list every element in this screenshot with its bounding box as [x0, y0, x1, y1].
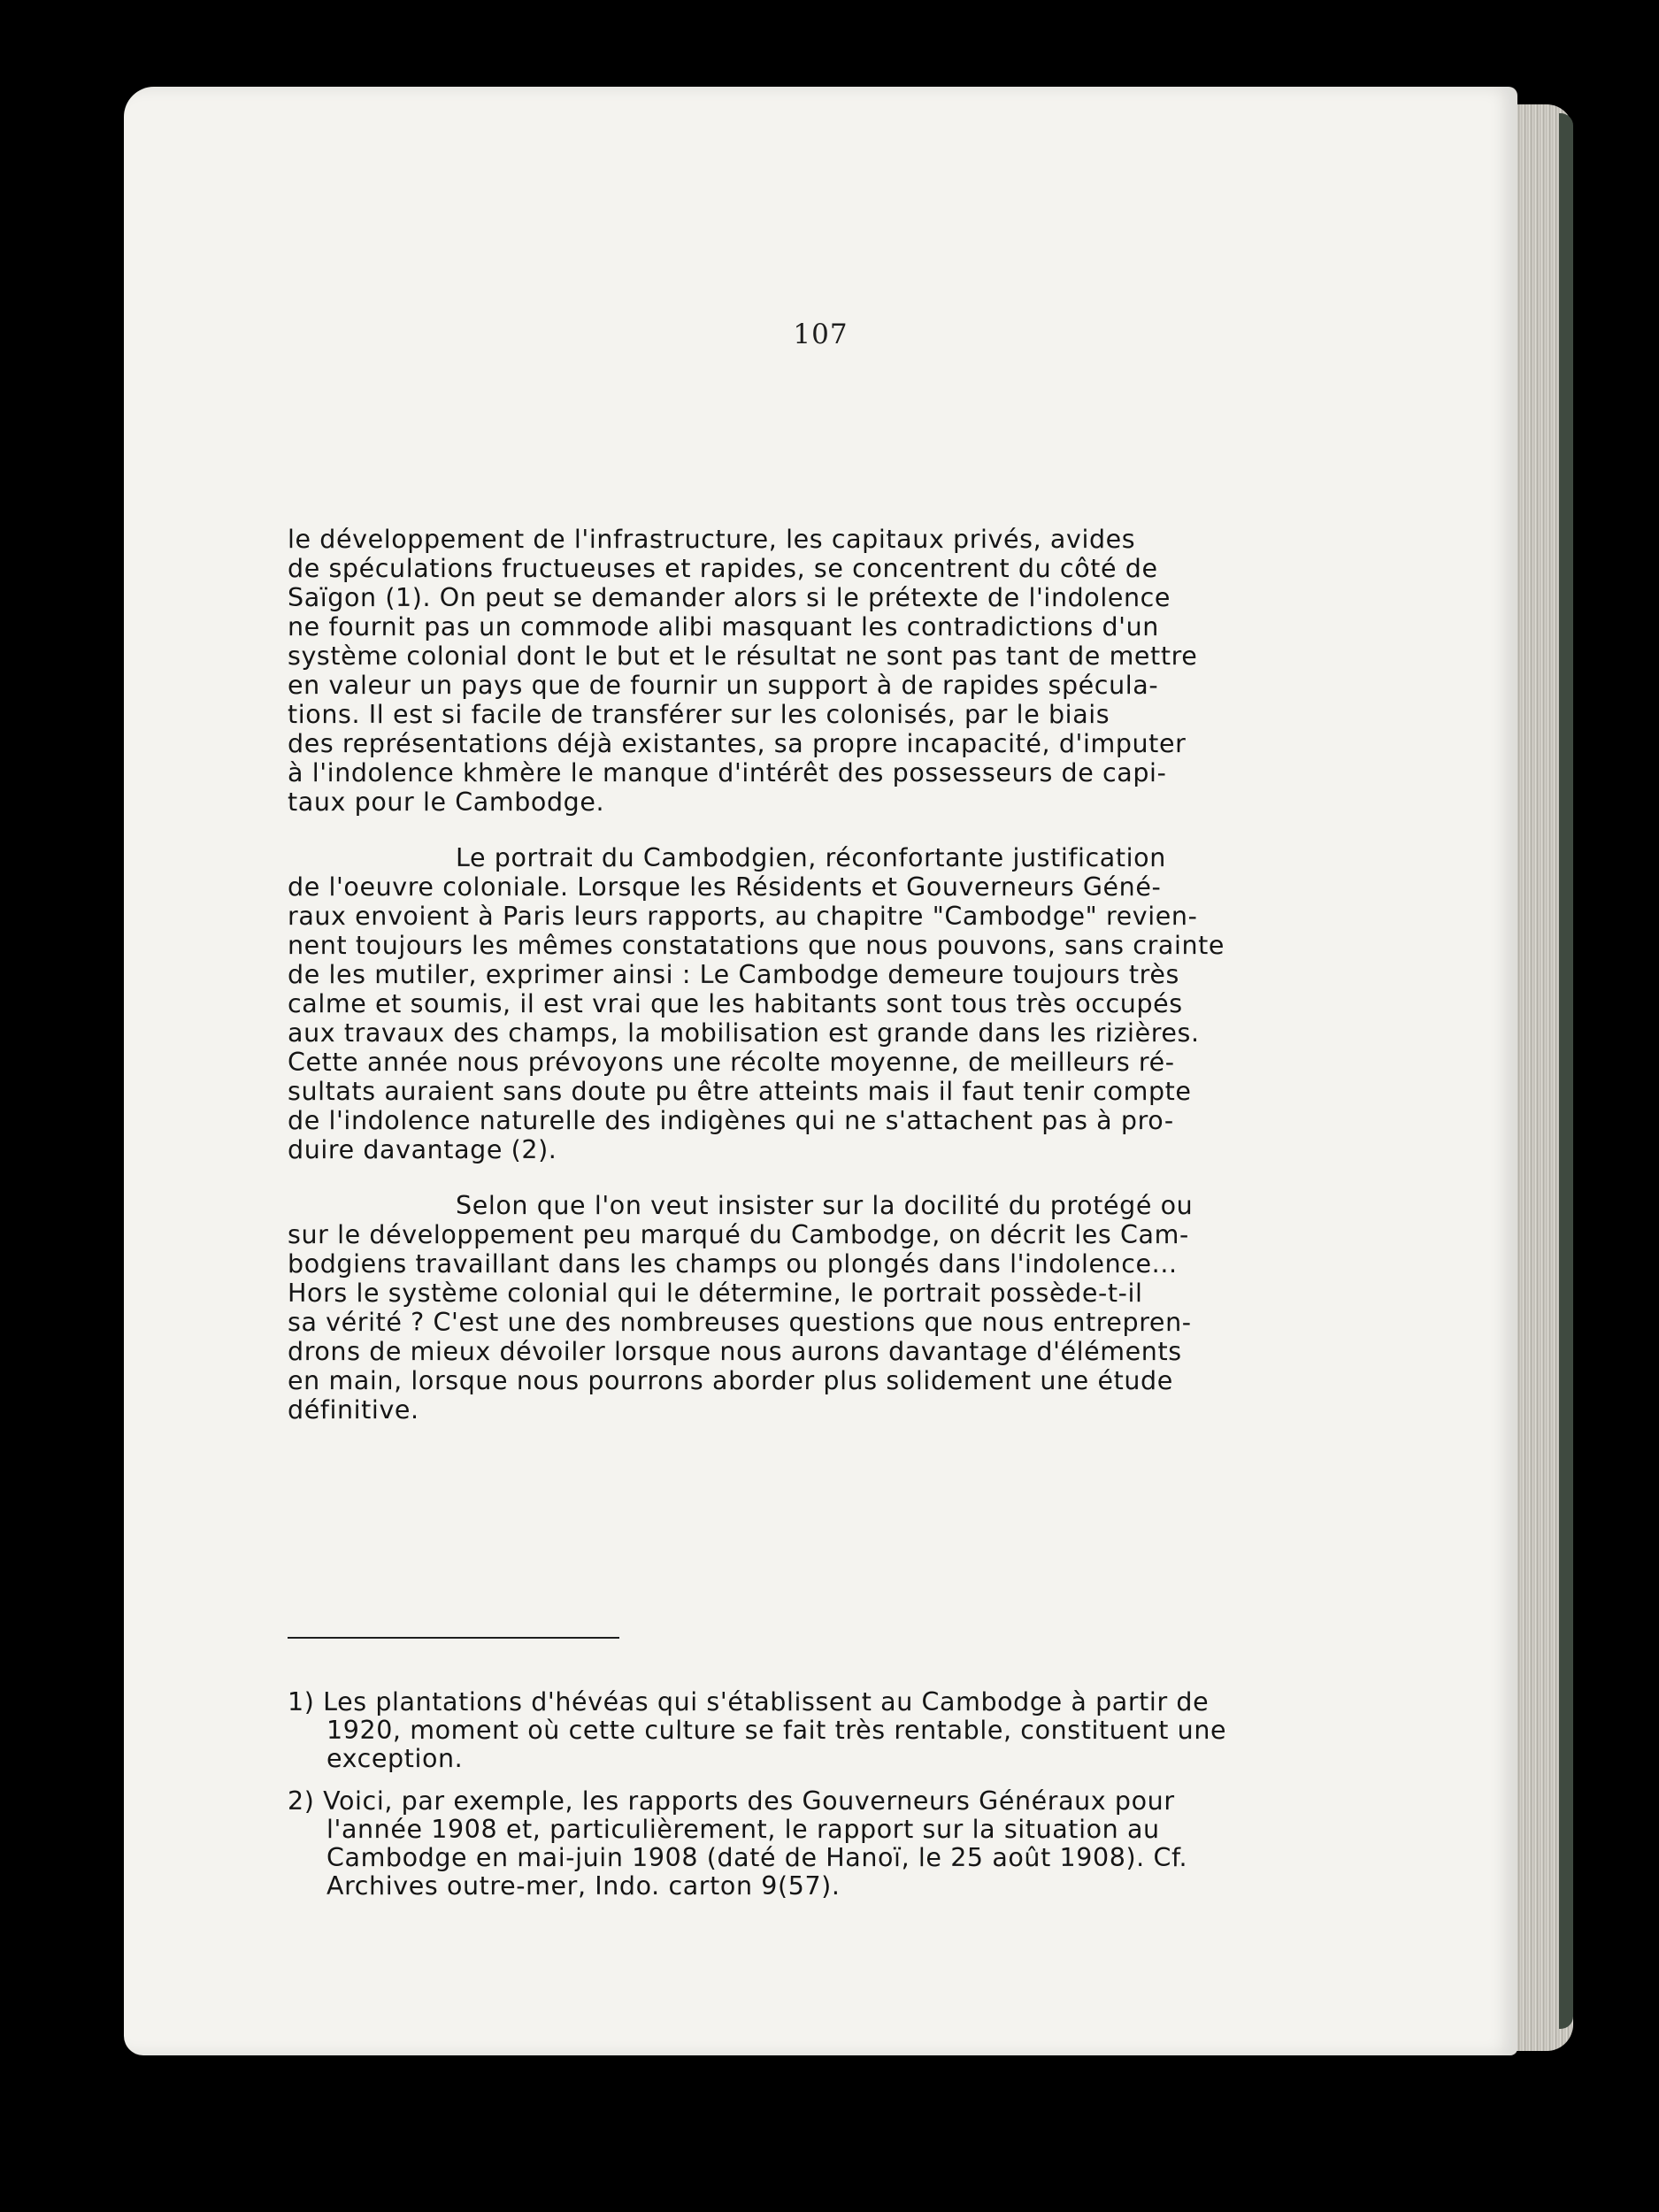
- text-line: de l'oeuvre coloniale. Lorsque les Résidents et Gouverneurs Géné-: [288, 872, 1162, 902]
- footnote-separator: [288, 1637, 619, 1639]
- text-line: définitive.: [288, 1395, 419, 1425]
- text-line: sa vérité ? C'est une des nombreuses questions que nous entrepren-: [288, 1308, 1192, 1337]
- footnote-line: exception.: [326, 1744, 464, 1773]
- text-line: de spéculations fructueuses et rapides, se concentrent du côté de: [288, 554, 1158, 583]
- text-line: à l'indolence khmère le manque d'intérêt des possesseurs de capi-: [288, 758, 1167, 787]
- paragraph: [288, 1191, 1473, 1425]
- text-line: Saïgon (1). On peut se demander alors si le prétexte de l'indolence: [288, 583, 1171, 612]
- text-line: en valeur un pays que de fournir un support à de rapides spécula-: [288, 671, 1159, 700]
- text-line: système colonial dont le but et le résultat ne sont pas tant de mettre: [288, 641, 1198, 671]
- page-number: 107: [793, 319, 849, 350]
- text-line: Le portrait du Cambodgien, réconfortante justification: [456, 843, 1166, 872]
- footnote-line: 1920, moment où cette culture se fait très rentable, constituent une: [326, 1716, 1227, 1745]
- footnote: [288, 1688, 1473, 1773]
- text-line: ne fournit pas un commode alibi masquant les contradictions d'un: [288, 612, 1159, 641]
- text-line: Cette année nous prévoyons une récolte moyenne, de meilleurs ré-: [288, 1048, 1175, 1077]
- footnote: [288, 1787, 1473, 1901]
- text-line: le développement de l'infrastructure, les capitaux privés, avides: [288, 525, 1136, 554]
- paragraph: [288, 843, 1473, 1164]
- footnote-line: Archives outre-mer, Indo. carton 9(57).: [326, 1871, 841, 1901]
- text-line: des représentations déjà existantes, sa propre incapacité, d'imputer: [288, 729, 1187, 758]
- text-line: sur le développement peu marqué du Cambodge, on décrit les Cam-: [288, 1220, 1189, 1249]
- text-line: calme et soumis, il est vrai que les habitants sont tous très occupés: [288, 989, 1183, 1018]
- body-text: [288, 525, 1473, 1425]
- text-line: tions. Il est si facile de transférer sur les colonisés, par le biais: [288, 700, 1110, 729]
- text-line: aux travaux des champs, la mobilisation est grande dans les rizières.: [288, 1018, 1200, 1048]
- text-line: de l'indolence naturelle des indigènes qui ne s'attachent pas à pro-: [288, 1106, 1174, 1135]
- book-page: [124, 87, 1517, 2055]
- footnote-line: Cambodge en mai-juin 1908 (daté de Hanoï, le 25 août 1908). Cf.: [326, 1843, 1188, 1872]
- footnotes: [288, 1688, 1473, 1901]
- text-line: en main, lorsque nous pourrons aborder plus solidement une étude: [288, 1366, 1173, 1395]
- text-line: de les mutiler, exprimer ainsi : Le Cambodge demeure toujours très: [288, 960, 1179, 989]
- text-line: taux pour le Cambodge.: [288, 787, 605, 817]
- text-line: raux envoient à Paris leurs rapports, au chapitre "Cambodge" revien-: [288, 902, 1198, 931]
- footnote-line: 1) Les plantations d'hévéas qui s'établissent au Cambodge à partir de: [288, 1687, 1210, 1717]
- text-line: drons de mieux dévoiler lorsque nous aurons davantage d'éléments: [288, 1337, 1182, 1366]
- paragraph: [288, 525, 1473, 817]
- text-line: sultats auraient sans doute pu être atteints mais il faut tenir compte: [288, 1077, 1192, 1106]
- text-line: duire davantage (2).: [288, 1135, 557, 1164]
- book-cover-edge: [1559, 113, 1573, 2029]
- text-line: bodgiens travaillant dans les champs ou plongés dans l'indolence...: [288, 1249, 1178, 1279]
- text-line: nent toujours les mêmes constatations que nous pouvons, sans crainte: [288, 931, 1225, 960]
- footnote-line: 2) Voici, par exemple, les rapports des Gouverneurs Généraux pour: [288, 1786, 1175, 1816]
- text-line: Selon que l'on veut insister sur la docilité du protégé ou: [456, 1191, 1194, 1220]
- footnote-line: l'année 1908 et, particulièrement, le rapport sur la situation au: [326, 1815, 1160, 1844]
- text-line: Hors le système colonial qui le détermine, le portrait possède-t-il: [288, 1279, 1143, 1308]
